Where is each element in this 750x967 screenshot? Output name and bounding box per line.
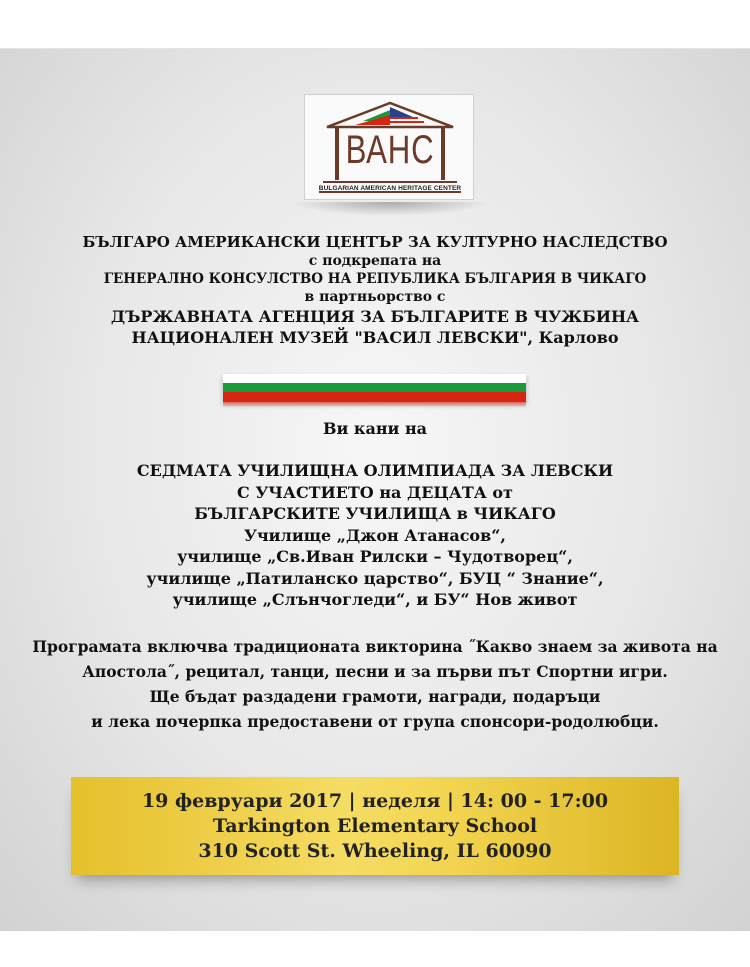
bahc-logo <box>304 94 474 200</box>
program-line-3: Ще бъдат раздадени грамоти, награди, подаръци <box>149 687 601 706</box>
support-label: с подкрепата на <box>308 253 442 269</box>
school-1: Училище „Джон Атанасов“, <box>243 525 506 545</box>
school-2: училище „Св.Иван Рилски – Чудотворец“, <box>177 547 573 566</box>
school-4: училище „Слънчогледи“, и БУ“ Нов живот <box>172 590 578 609</box>
organizer-title: БЪЛГАРО АМЕРИКАНСКИ ЦЕНТЪР ЗА КУЛТУРНО НАСЛЕДСТВО <box>82 233 668 251</box>
program-block <box>0 634 750 734</box>
program-line-2: Апостола˝, рецитал, танци, песни и за първи път Спортни игри. <box>82 662 668 681</box>
program-line-4: и лека почерпка предоставени от група спонсори-родолюбци. <box>91 712 659 731</box>
consulate-name: ГЕНЕРАЛНО КОНСУЛСТВО НА РЕПУБЛИКА БЪЛГАРИЯ В ЧИКАГО <box>103 271 647 287</box>
olympiad-line-3: БЪЛГАРСКИТЕ УЧИЛИЩА в ЧИКАГО <box>194 504 556 523</box>
school-3: училище „Патиланско царство“, БУЦ “ Знание“, <box>146 568 604 588</box>
agency-name: ДЪРЖАВНАТА АГЕНЦИЯ ЗА БЪЛГАРИТЕ В ЧУЖБИНА <box>110 307 640 326</box>
olympiad-line-2: С УЧАСТИЕТО на ДЕЦАТА от <box>237 482 513 502</box>
invite-text <box>0 418 750 440</box>
bulgarian-flag-icon <box>223 374 526 402</box>
logo-wordmark: ВАНС <box>345 128 435 172</box>
top-strip <box>0 0 750 49</box>
invite-line: Ви кани на <box>322 419 428 438</box>
program-line-1: Програмата включва традиционата викторина ˝Какво знаем за живота на <box>32 637 718 656</box>
event-address: 310 Scott St. Wheeling, IL 60090 <box>198 840 552 862</box>
logo-shadow <box>290 202 490 216</box>
bottom-strip <box>0 931 750 967</box>
olympiad-block <box>0 460 750 611</box>
event-details-box <box>71 777 679 875</box>
event-venue: Tarkington Elementary School <box>212 815 538 837</box>
flag-reflection <box>223 402 526 407</box>
logo-subtitle: BULGARIAN AMERICAN HERITAGE CENTER <box>318 185 462 192</box>
organizers-block <box>0 232 750 348</box>
event-datetime: 19 февруари 2017 | неделя | 14: 00 - 17:00 <box>141 790 609 812</box>
partnership-label: в партньорство с <box>304 289 446 305</box>
olympiad-title: СЕДМАТА УЧИЛИЩНА ОЛИМПИАДА ЗА ЛЕВСКИ <box>136 461 614 480</box>
museum-name: НАЦИОНАЛЕН МУЗЕЙ "ВАСИЛ ЛЕВСКИ", Карлово <box>131 328 619 347</box>
